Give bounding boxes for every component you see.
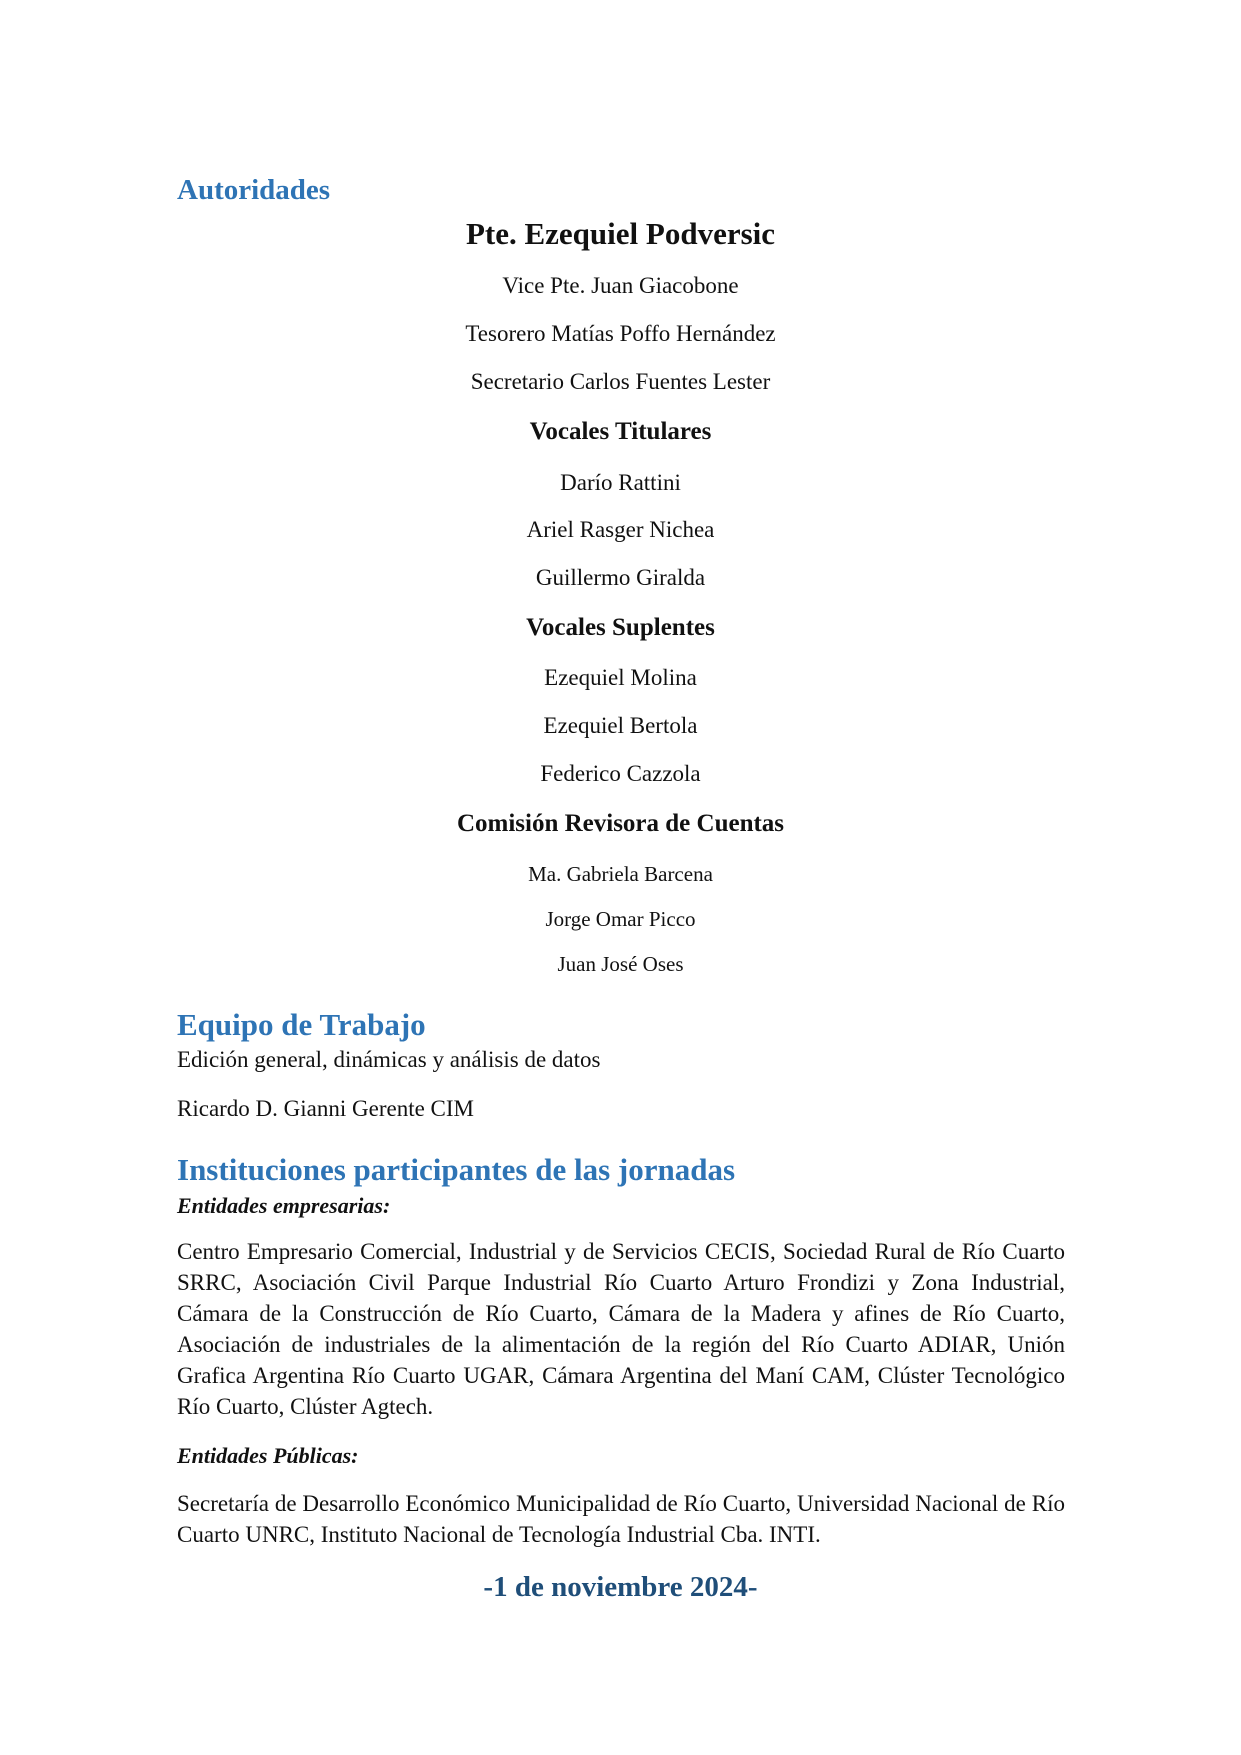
vocal-titular: Guillermo Giralda — [535, 565, 706, 590]
entidades-empresarias-text: Centro Empresario Comercial, Industrial y de Servicios CECIS, Sociedad Rural de Río Cuarto SRRC, Asociación Civil Parque Industrial Río Cuarto Arturo Frondizi y Zona Industrial, Cámara de la Construcción de Río Cuarto, Cámara de la Madera y afines de Río Cuarto, Asociación de industriales de la alimentación de la región del Río Cuarto ADIAR, Unión Grafica Argentina Río Cuarto UGAR, Cámara Argentina del Maní CAM, Clúster Tecnológico Río Cuarto, Clúster Agtech. — [177, 1239, 1065, 1419]
vocal-suplente: Ezequiel Molina — [544, 665, 697, 690]
equipo-manager: Ricardo D. Gianni Gerente CIM — [177, 1096, 475, 1121]
officer-secretary: Secretario Carlos Fuentes Lester — [470, 369, 771, 394]
equipo-role: Edición general, dinámicas y análisis de datos — [177, 1047, 601, 1072]
entidades-publicas-text: Secretaría de Desarrollo Económico Municipalidad de Río Cuarto, Universidad Nacional de Río Cuarto UNRC, Instituto Nacional de Tecnología Industrial Cba. INTI. — [177, 1491, 1065, 1547]
officer-vice-president: Vice Pte. Juan Giacobone — [502, 273, 739, 298]
officer-treasurer: Tesorero Matías Poffo Hernández — [465, 321, 776, 346]
comision-heading: Comisión Revisora de Cuentas — [456, 810, 785, 837]
comision-member: Juan José Oses — [557, 952, 684, 976]
equipo-heading: Equipo de Trabajo — [177, 1007, 426, 1042]
vocales-titulares-heading: Vocales Titulares — [529, 418, 712, 445]
entidades-publicas-label: Entidades Públicas: — [177, 1443, 359, 1468]
entidades-empresarias-label: Entidades empresarias: — [177, 1193, 391, 1218]
comision-member: Ma. Gabriela Barcena — [528, 862, 713, 886]
instituciones-heading: Instituciones participantes de las jornadas — [177, 1152, 736, 1187]
president-name: Pte. Ezequiel Podversic — [465, 216, 776, 251]
vocal-titular: Darío Rattini — [560, 470, 681, 495]
document-date: -1 de noviembre 2024- — [483, 1571, 758, 1603]
vocales-suplentes-heading: Vocales Suplentes — [526, 614, 715, 641]
autoridades-heading: Autoridades — [177, 174, 331, 206]
vocal-suplente: Federico Cazzola — [540, 761, 701, 786]
vocal-titular: Ariel Rasger Nichea — [526, 517, 715, 542]
vocal-suplente: Ezequiel Bertola — [543, 713, 698, 738]
comision-member: Jorge Omar Picco — [545, 907, 696, 931]
